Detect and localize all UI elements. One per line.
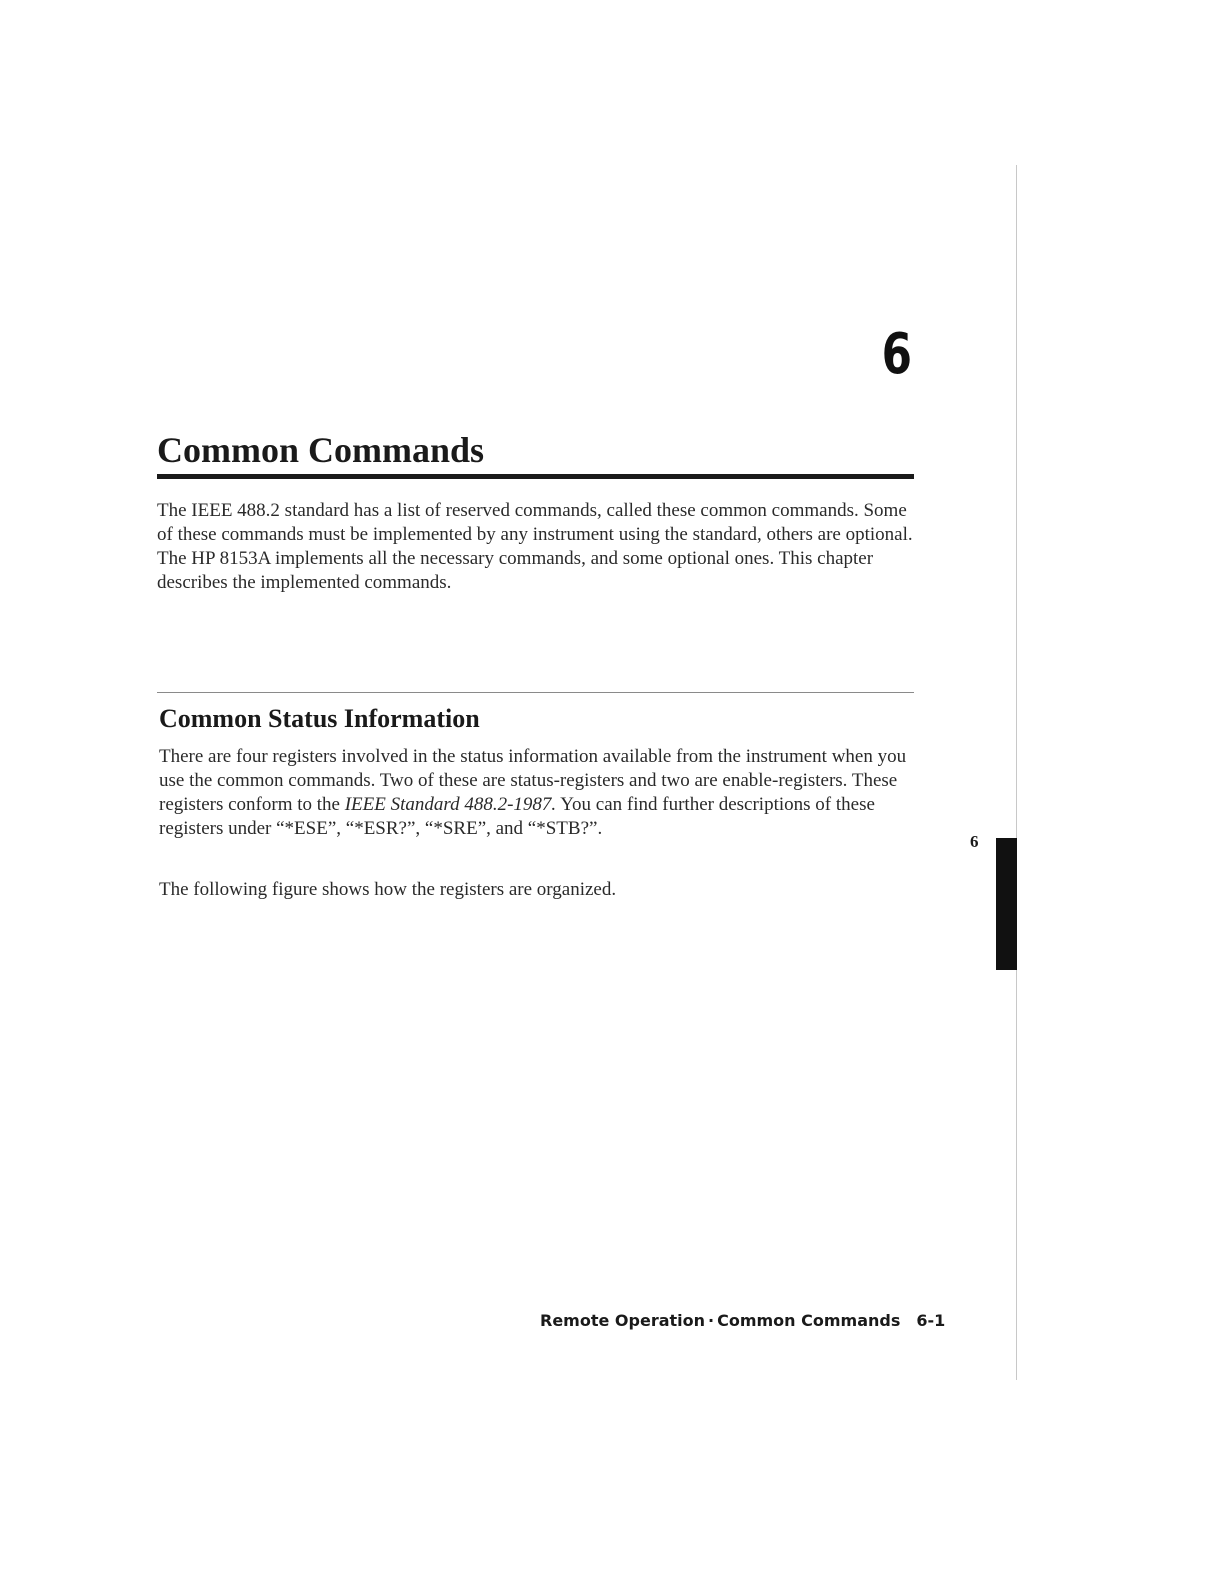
thumb-tab-bar (996, 838, 1017, 970)
page-edge-line (1016, 165, 1017, 1380)
chapter-number: 6 (881, 322, 912, 387)
section-rule (157, 692, 914, 693)
footer-page-number: 6-1 (916, 1311, 946, 1330)
footer-section: Remote Operation (540, 1311, 706, 1330)
footer-separator: · (708, 1311, 715, 1330)
section-heading: Common Status Information (159, 704, 480, 733)
standard-reference: IEEE Standard 488.2-1987. (344, 794, 557, 815)
thumb-tab-number: 6 (970, 832, 979, 851)
status-paragraph (159, 745, 919, 841)
chapter-title: Common Commands (157, 430, 485, 470)
figure-sentence: The following figure shows how the registers are organized. (159, 879, 617, 900)
intro-paragraph: The IEEE 488.2 standard has a list of reserved commands, called these common commands. Some of these commands must be implemented by any instrument using the standard, others are optional. The HP 8153A implements all the necessary commands, and some optional ones. This chapter describes the implemented commands. (157, 500, 913, 593)
footer-chapter: Common Commands (717, 1311, 901, 1330)
status-paragraph-part1: There are four registers involved in the status information available from the instrument when you use the common commands. Two of these are status-registers and two are enable-registers. These registers conform to the (159, 746, 907, 815)
status-paragraph-part2: You can find further descriptions of these registers under “*ESE”, “*ESR?”, “*SRE”, and “*STB?”. (159, 794, 875, 839)
page-footer (540, 1310, 946, 1332)
title-rule (157, 474, 914, 479)
